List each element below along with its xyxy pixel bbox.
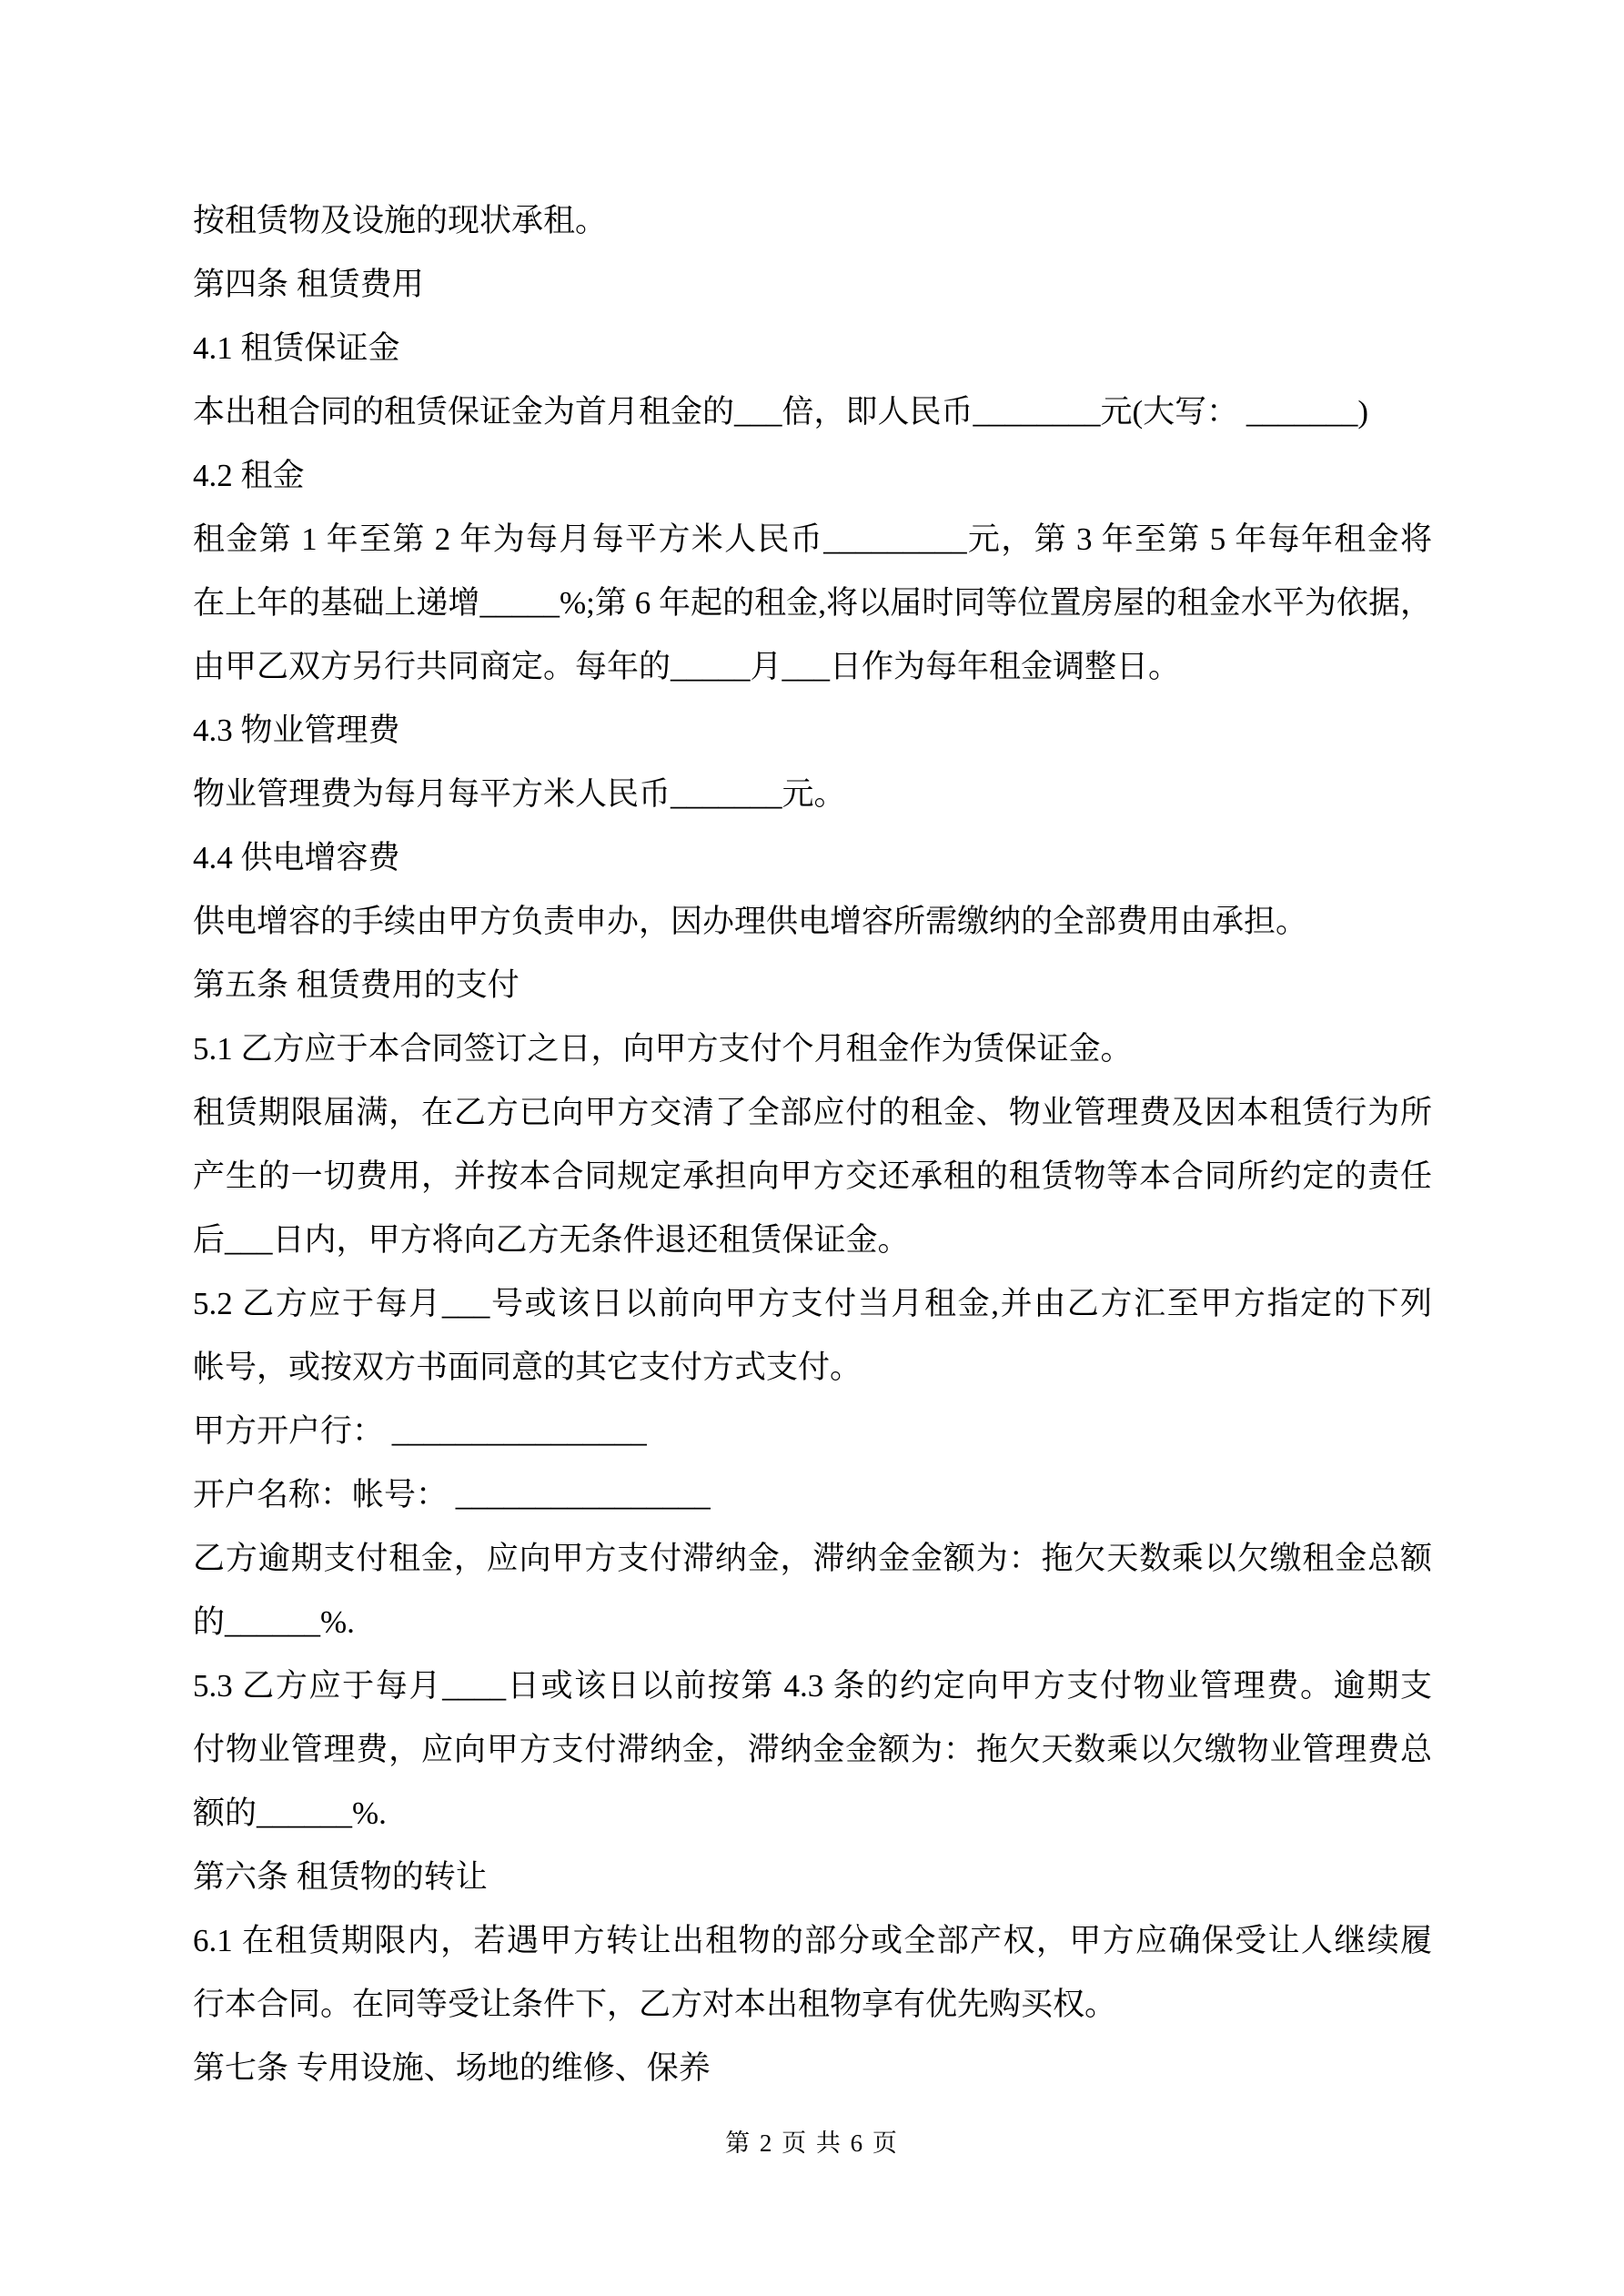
paragraph-line: 额的______%. bbox=[193, 1795, 387, 1831]
paragraph-line: 按租赁物及设施的现状承租。 bbox=[193, 203, 608, 238]
paragraph-line: 行本合同。在同等受让条件下，乙方对本出租物享有优先购买权。 bbox=[193, 1987, 1117, 2022]
paragraph-line: 帐号，或按双方书面同意的其它支付方式支付。 bbox=[193, 1350, 862, 1385]
paragraph-line: 供电增容的手续由甲方负责申办，因办理供电增容所需缴纳的全部费用由承担。 bbox=[193, 904, 1308, 939]
paragraph-line: 租金第 1 年至第 2 年为每月每平方米人民币_________元，第 3 年至第 5 年每年租金将 bbox=[193, 521, 1432, 557]
section-heading: 第六条 租赁物的转让 bbox=[193, 1859, 488, 1895]
clause-heading: 4.3 物业管理费 bbox=[193, 713, 400, 748]
paragraph-line: 付物业管理费，应向甲方支付滞纳金，滞纳金金额为：拖欠天数乘以欠缴物业管理费总 bbox=[193, 1732, 1432, 1767]
clause-heading: 4.4 供电增容费 bbox=[193, 840, 400, 875]
clause-heading: 4.2 租金 bbox=[193, 458, 305, 493]
paragraph-line: 本出租合同的租赁保证金为首月租金的___倍，即人民币________元(大写： _______) bbox=[193, 394, 1369, 430]
section-heading: 第四条 租赁费用 bbox=[193, 267, 424, 302]
section-heading: 第五条 租赁费用的支付 bbox=[193, 967, 519, 1003]
paragraph-line: 的______%. bbox=[193, 1604, 355, 1640]
contract-body bbox=[193, 189, 1432, 2100]
paragraph-line: 租赁期限届满，在乙方已向甲方交清了全部应付的租金、物业管理费及因本租赁行为所 bbox=[193, 1095, 1432, 1130]
bank-account-line: 甲方开户行： ________________ bbox=[193, 1413, 647, 1449]
page-number-footer: 第 2 页 共 6 页 bbox=[725, 2129, 899, 2157]
clause-heading: 4.1 租赁保证金 bbox=[193, 330, 400, 366]
paragraph-line: 物业管理费为每月每平方米人民币_______元。 bbox=[193, 776, 846, 812]
paragraph-line: 产生的一切费用，并按本合同规定承担向甲方交还承租的租赁物等本合同所约定的责任 bbox=[193, 1158, 1432, 1194]
paragraph-line: 6.1 在租赁期限内，若遇甲方转让出租物的部分或全部产权，甲方应确保受让人继续履 bbox=[193, 1923, 1432, 1958]
paragraph-line: 在上年的基础上递增_____%;第 6 年起的租金,将以届时同等位置房屋的租金水平为依据， bbox=[193, 585, 1432, 621]
paragraph-line: 5.2 乙方应于每月___号或该日以前向甲方支付当月租金,并由乙方汇至甲方指定的下列 bbox=[193, 1286, 1432, 1321]
paragraph-line: 5.3 乙方应于每月____日或该日以前按第 4.3 条的约定向甲方支付物业管理费。逾期支 bbox=[193, 1668, 1432, 1704]
paragraph-line: 后___日内，甲方将向乙方无条件退还租赁保证金。 bbox=[193, 1222, 910, 1258]
section-heading: 第七条 专用设施、场地的维修、保养 bbox=[193, 2050, 711, 2086]
paragraph-line: 5.1 乙方应于本合同签订之日，向甲方支付个月租金作为赁保证金。 bbox=[193, 1031, 1133, 1067]
paragraph-line: 由甲乙双方另行共同商定。每年的_____月___日作为每年租金调整日。 bbox=[193, 649, 1181, 684]
bank-account-line: 开户名称：帐号： ________________ bbox=[193, 1477, 711, 1512]
paragraph-line: 乙方逾期支付租金，应向甲方支付滞纳金，滞纳金金额为：拖欠天数乘以欠缴租金总额 bbox=[193, 1541, 1432, 1576]
